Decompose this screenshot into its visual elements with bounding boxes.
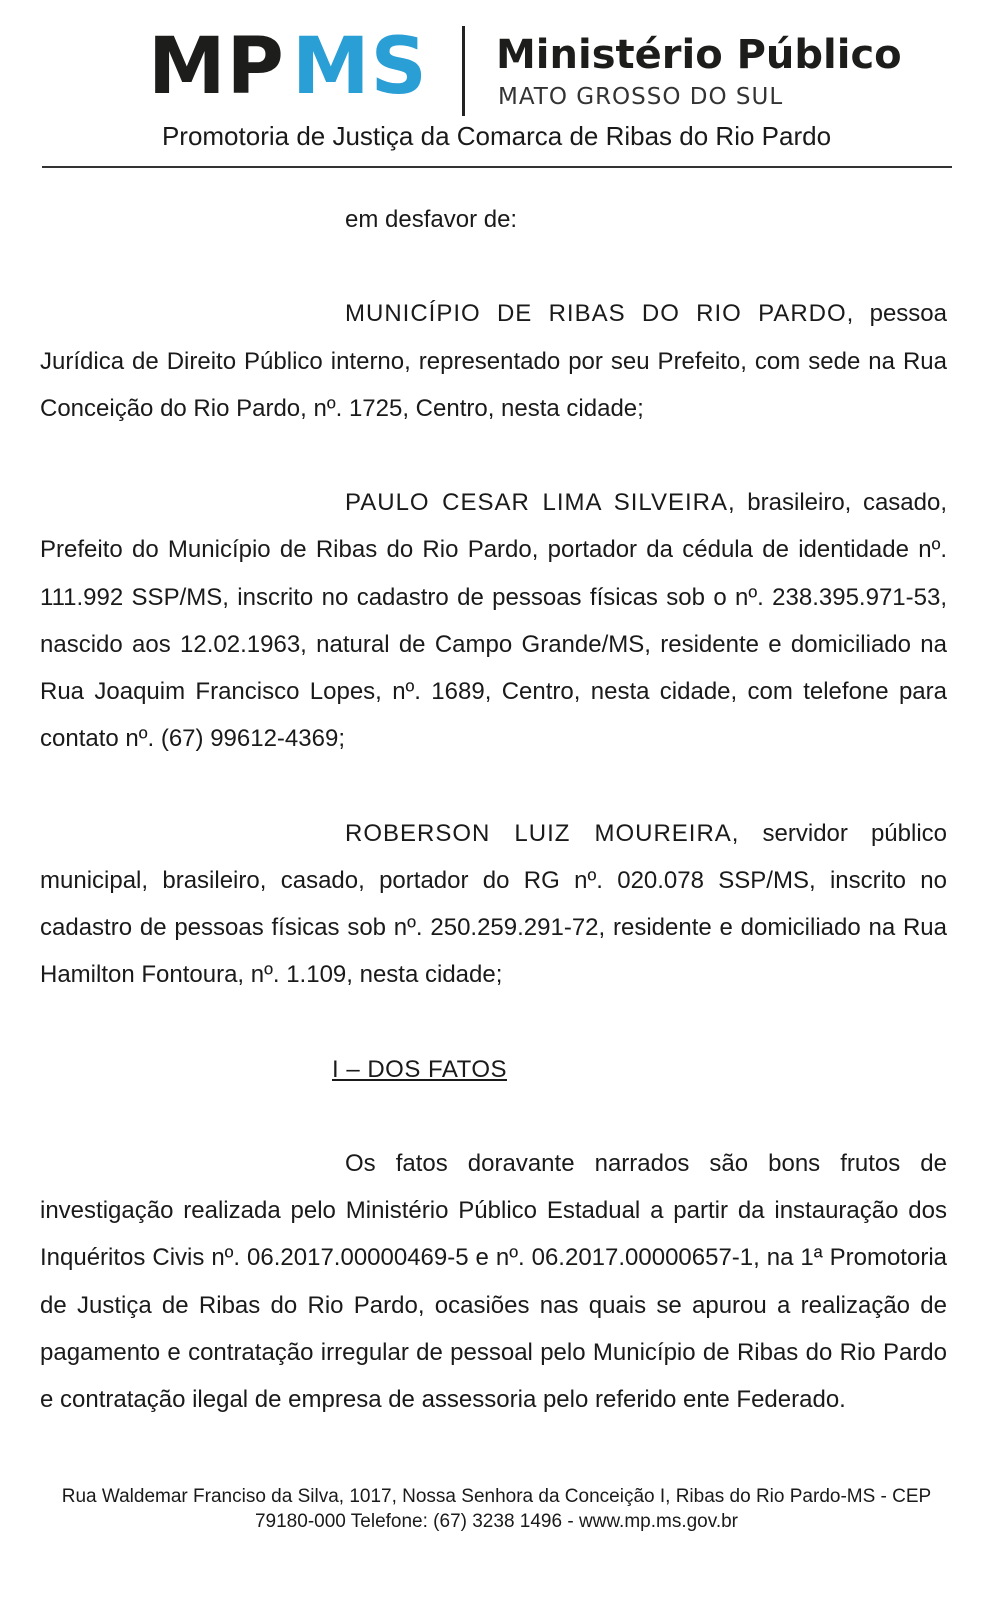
institution-name: Ministério Público (496, 32, 902, 78)
party-prefeito (40, 479, 947, 762)
logo-ms-text: MS (292, 22, 428, 112)
header-rule (42, 166, 952, 168)
document-header (0, 0, 993, 175)
facts-text: Os fatos doravante narrados são bons frutos de investigação realizada pelo Ministério Público Estadual a partir da instauração dos Inquéritos Civis nº. 06.2017.00000469-5 e nº. 06.2017.00000657-1, na 1ª Promotoria de Justiça de Ribas do Rio Pardo, ocasiões nas quais se apurou a realização de pagamento e contratação irregular de pessoal pelo Município de Ribas do Rio Pardo e contratação ilegal de empresa de assessoria pelo referido ente Federado. (40, 1149, 947, 1413)
party-servidor-text: servidor público municipal, brasileiro, casado, portador do RG nº. 020.078 SSP/MS, inscrito no cadastro de pessoas físicas sob nº. 250.259.291-72, residente e domiciliado na Rua Hamilton Fontoura, nº. 1.109, nesta cidade; (40, 819, 947, 989)
party-municipio (40, 290, 947, 432)
institution-state: MATO GROSSO DO SUL (498, 84, 784, 110)
section-heading: I – DOS FATOS (332, 1055, 507, 1083)
logo-mp-text: MP (148, 22, 285, 112)
party-municipio-text: pessoa Jurídica de Direito Público interno, representado por seu Prefeito, com sede na Rua Conceição do Rio Pardo, nº. 1725, Centro, nesta cidade; (40, 300, 947, 422)
promotoria-title: Promotoria de Justiça da Comarca de Ribas do Rio Pardo (161, 121, 832, 151)
party-municipio-name: MUNICÍPIO DE RIBAS DO RIO PARDO, (345, 300, 855, 328)
footer-address: Rua Waldemar Franciso da Silva, 1017, Nossa Senhora da Conceição I, Ribas do Rio Pardo-MS - CEP (61, 1486, 932, 1507)
document-footer (0, 1484, 993, 1534)
footer-contact: 79180-000 Telefone: (67) 3238 1496 - www.mp.ms.gov.br (254, 1511, 739, 1532)
facts-paragraph (40, 1140, 947, 1423)
document-body (40, 196, 947, 1423)
party-servidor (40, 810, 947, 999)
party-prefeito-name: PAULO CESAR LIMA SILVEIRA, (345, 489, 736, 517)
intro-line: em desfavor de: (345, 206, 518, 233)
party-prefeito-text: brasileiro, casado, Prefeito do Município de Ribas do Rio Pardo, portador da cédula de identidade nº. 111.992 SSP/MS, inscrito no cadastro de pessoas físicas sob o nº. 238.395.971-53, nascido aos 12.02.1963, natural de Campo Grande/MS, residente e domiciliado na Rua Joaquim Francisco Lopes, nº. 1689, Centro, nesta cidade, com telefone para contato nº. (67) 99612-4369; (40, 489, 947, 753)
party-servidor-name: ROBERSON LUIZ MOUREIRA, (345, 819, 740, 847)
logo-divider (462, 26, 465, 116)
